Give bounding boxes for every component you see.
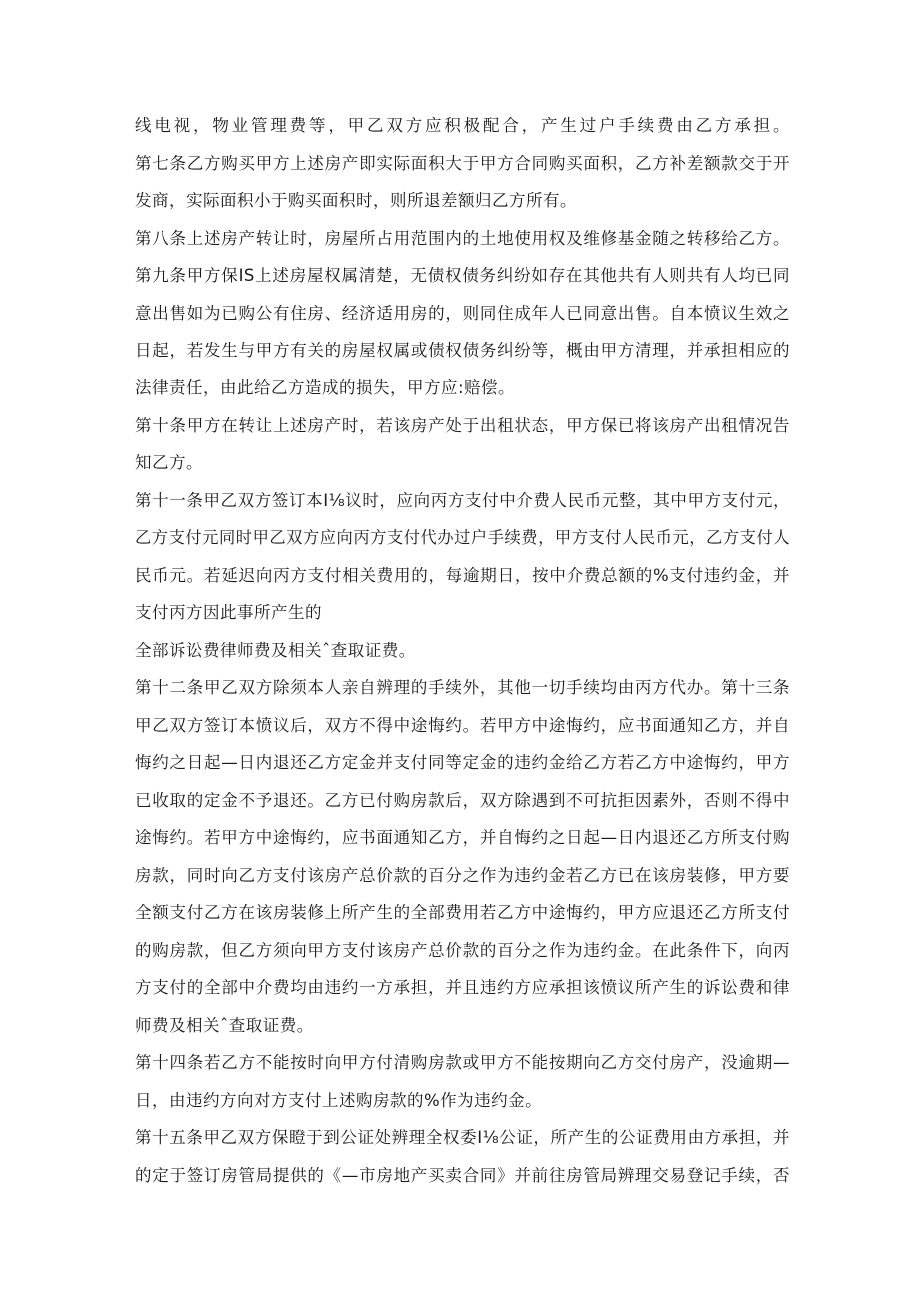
text-line: 民币元。若延迟向丙方支付相关费用的，每逾期日，按中介费总额的%支付违约金，并 [135, 566, 790, 585]
text-line: 方支付的全部中介费均由违约一方承担，并且违约方应承担该愤议所产生的诉讼费和律 [135, 978, 790, 997]
text-line: 全部诉讼费律师费及相关ˆ查取证费。 [135, 641, 416, 660]
text-line: 第七条乙方购买甲方上述房产即实际面积大于甲方合同购买面积，乙方补差额款交于开 [135, 154, 790, 173]
text-line: 房款，同时向乙方支付该房产总价款的百分之作为违约金若乙方已在该房装修，甲方要 [135, 866, 790, 885]
text-line: 日，由违约方向对方支付上述购房款的%作为违约金。 [135, 1091, 543, 1110]
text-line: 线电视，物业管理费等，甲乙双方应积极配合，产生过户手续费由乙方承担。 [135, 116, 790, 135]
text-line: 甲乙双方签订本愤议后，双方不得中途悔约。若甲方中途悔约，应书面通知乙方，并自 [135, 716, 790, 735]
text-line: 意出售如为已购公有住房、经济适用房的，则同住成年人已同意出售。自本愤议生效之 [135, 304, 790, 323]
text-line: 途悔约。若甲方中途悔约，应书面通知乙方，并自悔约之日起—日内退还乙方所支付购 [135, 828, 790, 847]
text-line: 的定于签订房管局提供的《—市房地产买卖合同》并前往房管局辨理交易登记手续，否 [135, 1166, 790, 1185]
text-line: 第十四条若乙方不能按时向甲方付清购房款或甲方不能按期向乙方交付房产，没逾期— [135, 1053, 790, 1072]
text-line: 第十一条甲乙双方签订本I⅛议时，应向丙方支付中介费人民币元整，其中甲方支付元， [135, 491, 790, 510]
text-line: 悔约之日起—日内退还乙方定金并支付同等定金的违约金给乙方若乙方中途悔约，甲方 [135, 753, 790, 772]
text-line: 第八条上述房产转让时，房屋所占用范围内的土地使用权及维修基金随之转移给乙方。 [135, 229, 790, 248]
text-line: 第九条甲方保IS上述房屋权属清楚，无债权债务纠纷如存在其他共有人则共有人均已同 [135, 266, 790, 285]
text-line: 师费及相关ˆ查取证费。 [135, 1016, 314, 1035]
text-line: 第十二条甲乙双方除须本人亲自辨理的手续外，其他一切手续均由丙方代办。第十三条 [135, 678, 790, 697]
text-line: 的购房款，但乙方须向甲方支付该房产总价款的百分之作为违约金。在此条件下，向丙 [135, 941, 790, 960]
text-line: 支付丙方因此事所产生的 [135, 603, 322, 622]
text-line: 日起，若发生与甲方有关的房屋权属或债权债务纠纷等，概由甲方清理，并承担相应的 [135, 341, 790, 360]
text-line: 全额支付乙方在该房装修上所产生的全部费用若乙方中途悔约，甲方应退还乙方所支付 [135, 903, 790, 922]
text-line: 知乙方。 [135, 453, 203, 472]
text-line: 法律责任，由此给乙方造成的损失，甲方应:赔偿。 [135, 378, 516, 397]
text-line: 发商，实际面积小于购买面积时，则所退差额归乙方所有。 [135, 191, 577, 210]
text-line: 乙方支付元同时甲乙双方应向丙方支付代办过户手续费，甲方支付人民币元，乙方支付人 [135, 528, 790, 547]
text-line: 已收取的定金不予退还。乙方已付购房款后，双方除遇到不可抗拒因素外，否则不得中 [135, 791, 790, 810]
text-line: 第十条甲方在转让上述房产时，若该房产处于出租状态，甲方保已将该房产出租情况告 [135, 416, 790, 435]
text-line: 第十五条甲乙双方保瞪于到公证处辨理全权委I⅛公证，所产生的公证费用由方承担，并 [135, 1128, 790, 1147]
